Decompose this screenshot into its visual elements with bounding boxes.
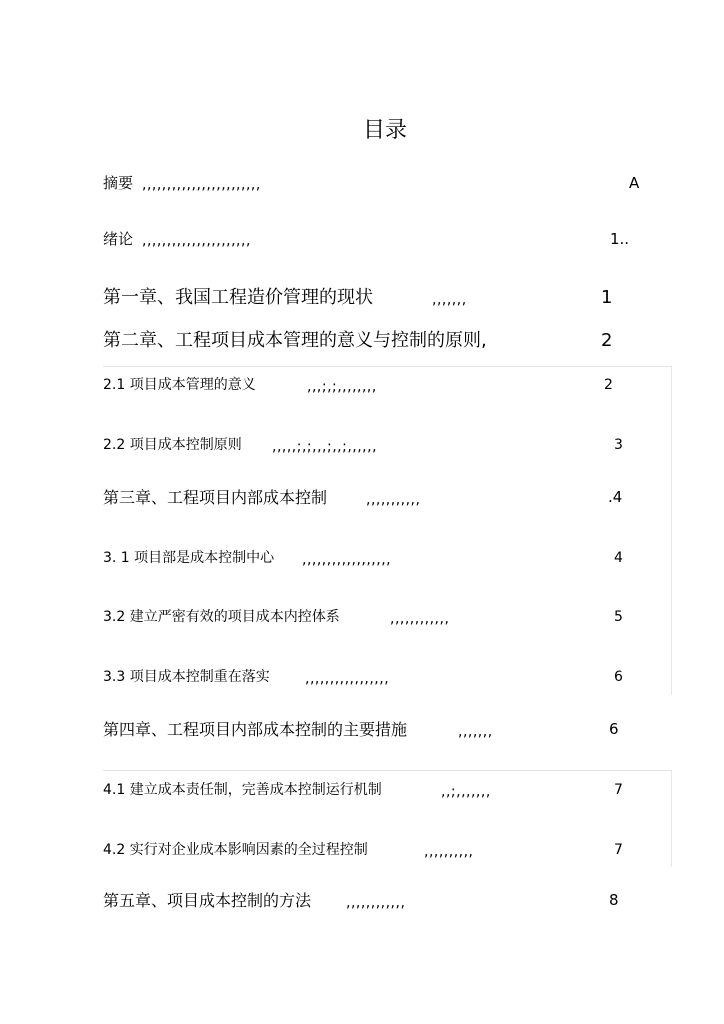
toc-entry-leader: ,,,,,,, <box>432 292 467 308</box>
toc-entry-page: 8 <box>609 891 619 909</box>
toc-entry-leader: ,,,,,,, <box>458 724 493 740</box>
toc-entry-leader: ,,,,,,,,,,,,,,,,,, <box>302 552 392 568</box>
toc-entry-page: 2 <box>601 330 613 351</box>
toc-entry-page: 3 <box>614 437 623 453</box>
toc-entry-leader: ,,,,,,,,,, <box>424 844 474 860</box>
toc-entry-page: 6 <box>609 720 619 738</box>
toc-entry-page: 5 <box>614 609 623 625</box>
toc-entry-page: 1.. <box>610 230 630 248</box>
toc-title: 目录 <box>362 118 407 143</box>
toc-entry-leader: ,,,;,;,,,,,,,, <box>307 379 377 395</box>
toc-entry-label: 2.2 项目成本控制原则 <box>103 437 242 453</box>
toc-entry-leader: ,,;,,,,,,, <box>441 784 491 800</box>
toc-entry-label: 绪论 <box>103 230 134 248</box>
toc-entry-page: 4 <box>614 550 623 566</box>
toc-entry-label: 4.1 建立成本责任制，完善成本控制运行机制 <box>103 782 382 798</box>
toc-entry-label: 摘要 <box>103 174 134 192</box>
toc-entry-page: 2 <box>604 377 613 393</box>
section-box-chapter-2 <box>103 366 672 695</box>
toc-entry-label: 4.2 实行对企业成本影响因素的全过程控制 <box>103 842 368 858</box>
toc-entry-page: 1 <box>601 287 613 308</box>
toc-entry-label: 第四章、工程项目内部成本控制的主要措施 <box>103 720 408 739</box>
toc-entry-leader: ,,,,,,,,,,, <box>366 492 421 508</box>
toc-entry-leader: ,,,,,,,,,,,,,,,,, <box>305 671 390 687</box>
toc-entry-label: 3.3 项目成本控制重在落实 <box>103 669 270 685</box>
toc-entry-label: 第一章、我国工程造价管理的现状 <box>103 287 373 308</box>
toc-entry-leader: ,,,,,,,,,,,,,,,,,,,,,,,, <box>142 177 261 193</box>
toc-entry-label: 第三章、工程项目内部成本控制 <box>103 488 328 507</box>
toc-entry-page: 6 <box>614 669 623 685</box>
toc-entry-label: 3. 1 项目部是成本控制中心 <box>103 550 275 566</box>
toc-entry-label: 3.2 建立严密有效的项目成本内控体系 <box>103 609 340 625</box>
toc-entry-page: .4 <box>608 488 623 506</box>
toc-entry-label: 第二章、工程项目成本管理的意义与控制的原则, <box>103 330 487 351</box>
toc-entry-label: 第五章、项目成本控制的方法 <box>103 891 312 910</box>
toc-entry-leader: ,,,,,,,,,,,, <box>390 611 450 627</box>
toc-entry-page: 7 <box>614 782 623 798</box>
toc-entry-leader: ,,,,,,,,,,,, <box>346 895 406 911</box>
toc-entry-page: 7 <box>614 842 623 858</box>
toc-entry-leader: ,,,,,,,,,,,,,,,,,,,,,, <box>142 233 251 249</box>
toc-entry-label: 2.1 项目成本管理的意义 <box>103 377 256 393</box>
toc-entry-page: A <box>629 174 640 192</box>
toc-entry-leader: ,,,,,;,;,,,;,,;,,,,,, <box>272 439 378 455</box>
